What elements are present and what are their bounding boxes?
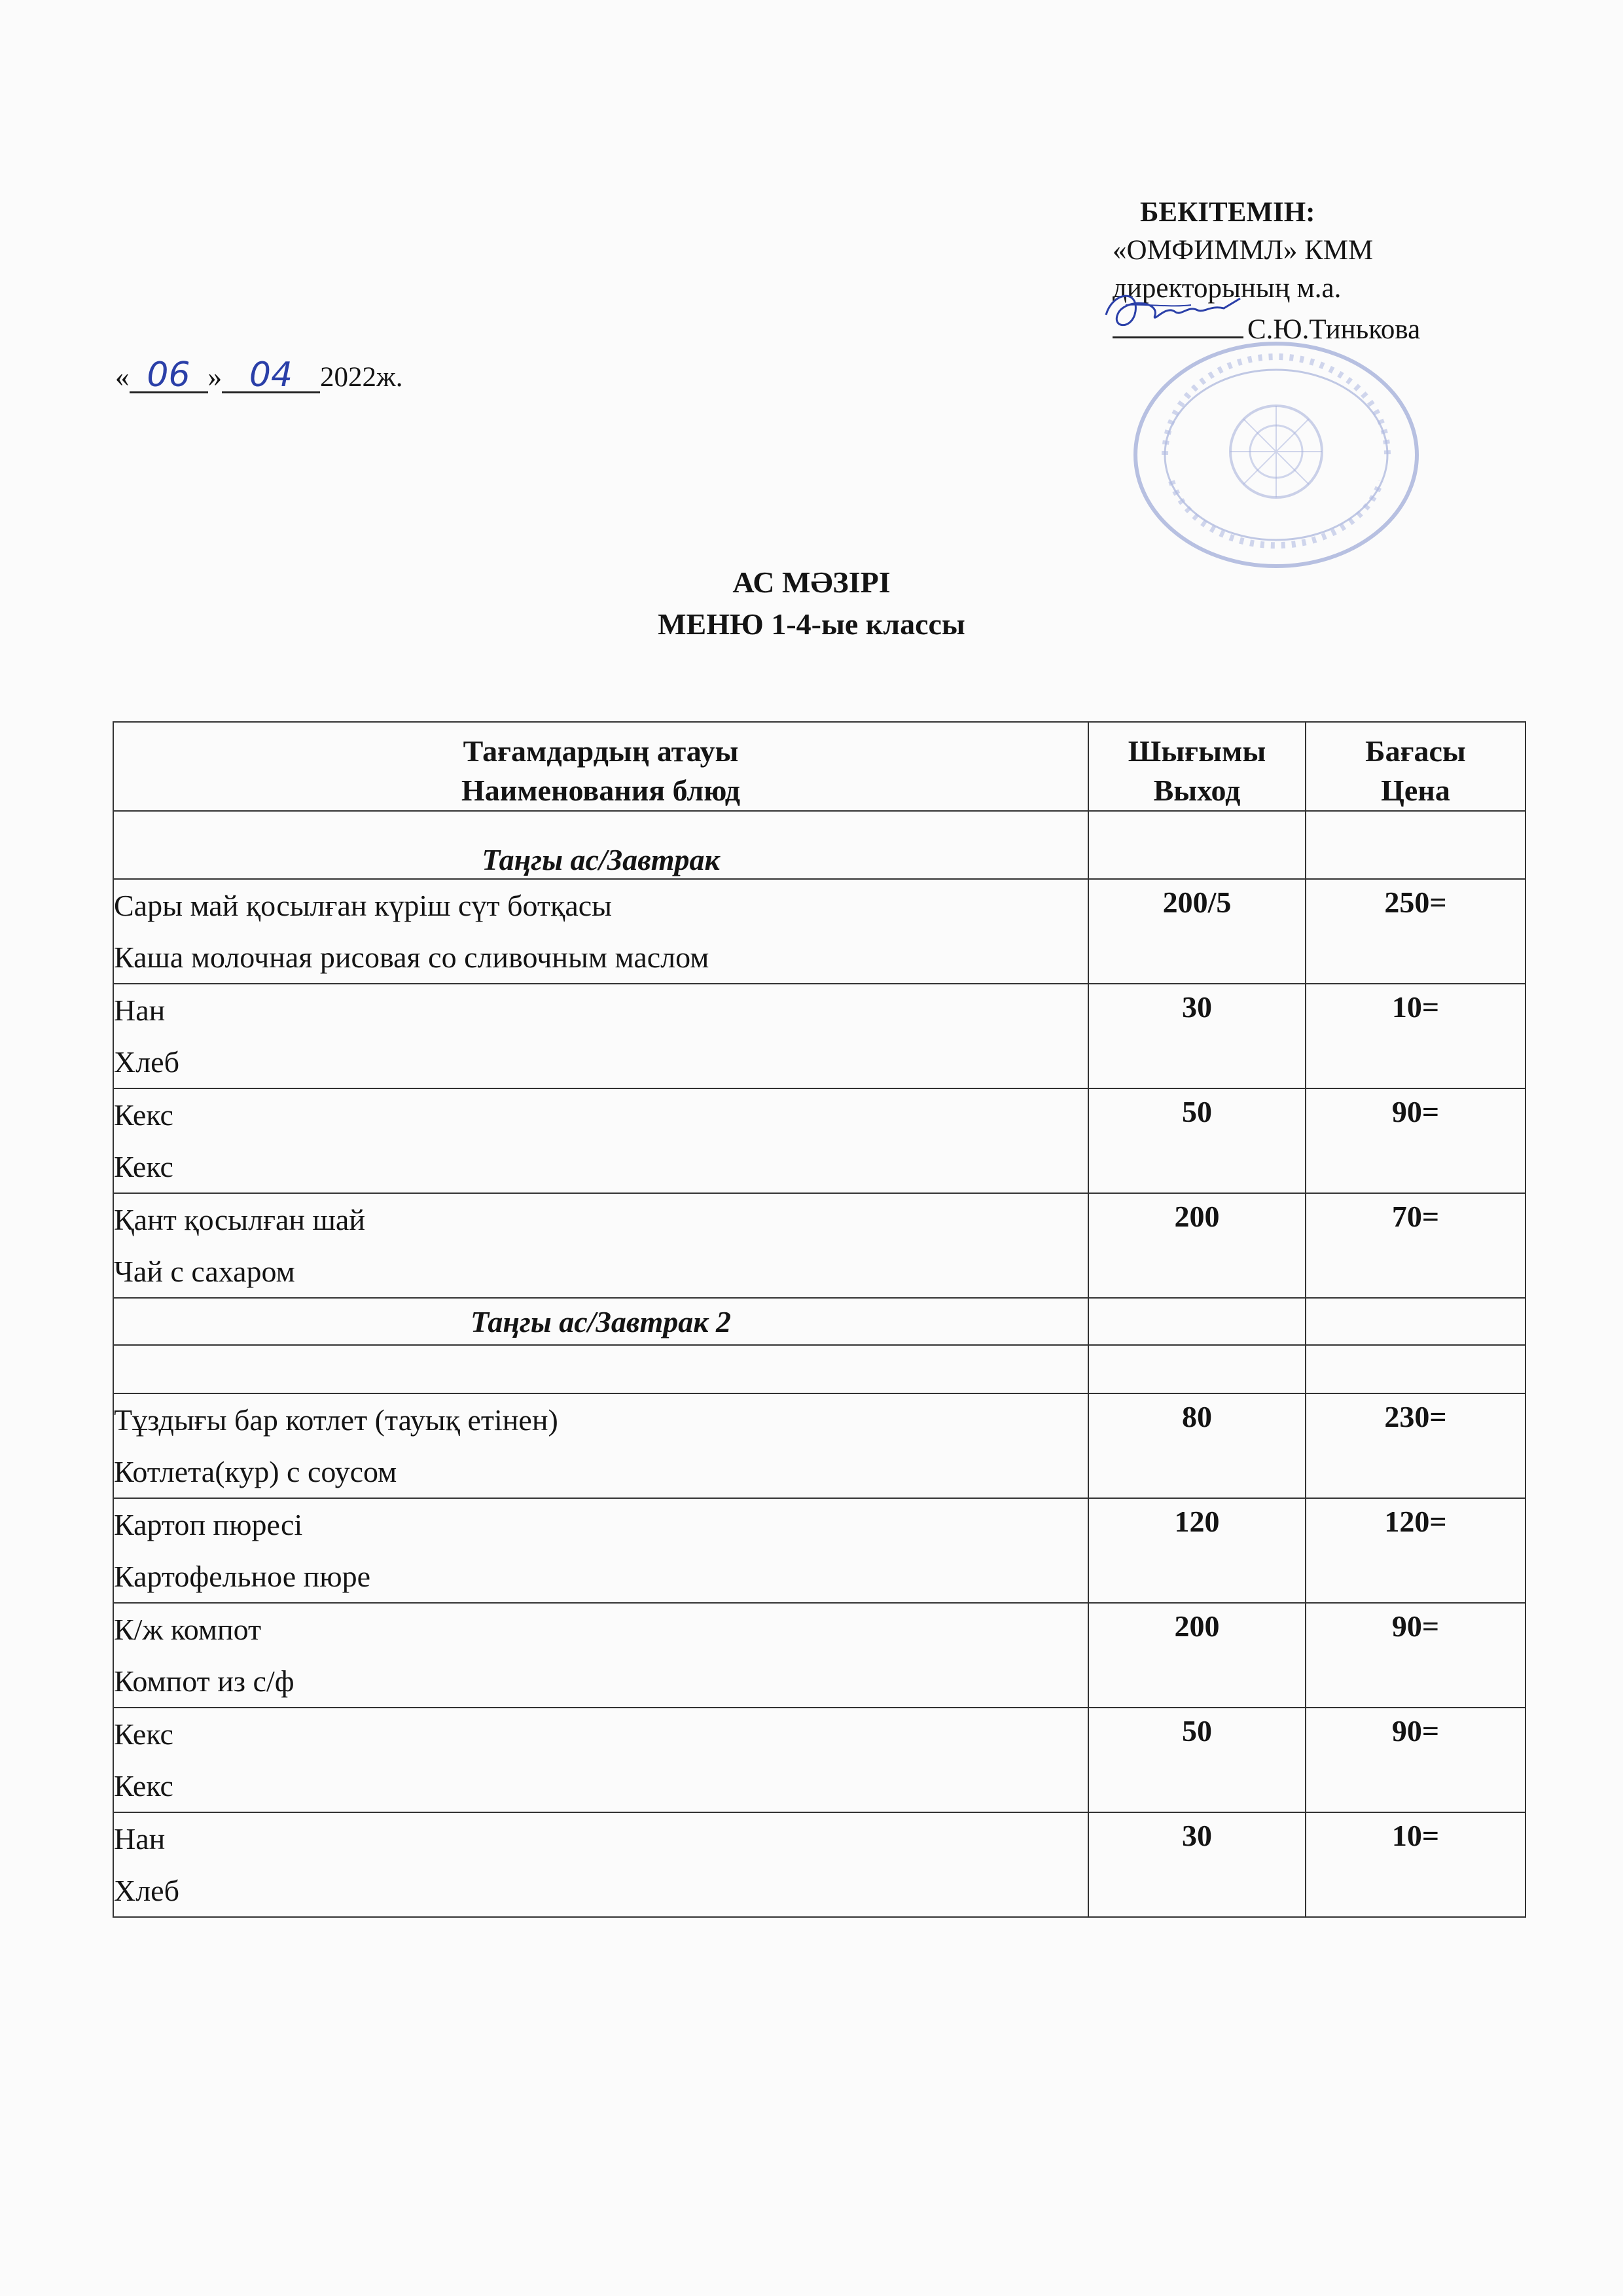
dish-name-ru: Хлеб [114,1045,179,1079]
dish-output: 200 [1088,1603,1306,1708]
dish-name-ru: Компот из с/ф [114,1664,294,1698]
header-price-kz: Бағасы [1365,734,1466,768]
approval-heading: БЕКІТЕМІН: [1140,197,1315,228]
dish-name-kz: Нан [114,994,166,1027]
dish-price: 120= [1306,1498,1525,1603]
empty-cell [1088,1298,1306,1345]
date-open-quote: « [115,362,130,393]
dish-name-kz: Сары май қосылған күріш сүт ботқасы [114,889,613,922]
table-row [113,984,1525,1088]
table-row [113,879,1525,984]
table-row [113,1708,1525,1812]
page-title [0,562,1623,645]
dish-name-kz: Картоп пюресі [114,1508,303,1541]
dish-name-kz: Қант қосылған шай [114,1203,365,1236]
dish-price: 230= [1306,1393,1525,1498]
dish-output: 120 [1088,1498,1306,1603]
header-name-ru: Наименования блюд [461,774,741,807]
blank-row [113,1345,1525,1393]
dish-name-ru: Картофельное пюре [114,1560,371,1593]
table-row [113,1812,1525,1917]
table-header-row [113,722,1525,811]
dish-name [113,1603,1088,1708]
table-row [113,1603,1525,1708]
dish-price: 90= [1306,1088,1525,1193]
header-price [1306,722,1525,811]
dish-name [113,1088,1088,1193]
empty-cell [1306,811,1525,879]
table-row [113,1393,1525,1498]
dish-output: 50 [1088,1088,1306,1193]
approval-block [1113,194,1420,349]
signature-icon [1099,285,1250,338]
empty-cell [1306,1345,1525,1393]
dish-name-ru: Каша молочная рисовая со сливочным маслом [114,941,709,974]
title-ru: МЕНЮ 1-4-ые классы [658,607,965,641]
dish-name-kz: Кекс [114,1098,173,1132]
empty-cell [1088,1345,1306,1393]
dish-output: 50 [1088,1708,1306,1812]
date-year: 2022ж. [320,362,403,393]
dish-output: 30 [1088,984,1306,1088]
document-date [115,355,403,395]
dish-name-ru: Котлета(кур) с соусом [114,1455,397,1488]
header-name [113,722,1088,811]
section-label: Таңгы ас/Завтрак [113,811,1088,879]
section-label: Таңгы ас/Завтрак 2 [113,1298,1088,1345]
official-stamp-icon [1119,331,1433,573]
dish-output: 200/5 [1088,879,1306,984]
dish-name-ru: Кекс [114,1769,173,1803]
dish-price: 250= [1306,879,1525,984]
dish-price: 10= [1306,984,1525,1088]
date-month: 04 [222,359,320,393]
header-name-kz: Тағамдардың атауы [463,734,739,768]
dish-name [113,984,1088,1088]
dish-price: 90= [1306,1708,1525,1812]
title-kz: АС МӘЗІРІ [732,565,891,599]
dish-name-ru: Чай с сахаром [114,1255,295,1288]
dish-output: 80 [1088,1393,1306,1498]
approval-position: директорының м.а. [1113,273,1342,304]
table-row [113,1193,1525,1298]
dish-name [113,1498,1088,1603]
dish-output: 200 [1088,1193,1306,1298]
empty-cell [1088,811,1306,879]
header-price-ru: Цена [1381,774,1450,807]
dish-name [113,1393,1088,1498]
table-row [113,1498,1525,1603]
table-row [113,1088,1525,1193]
menu-table [113,721,1526,1918]
dish-name-ru: Кекс [114,1150,173,1183]
dish-name [113,879,1088,984]
dish-price: 10= [1306,1812,1525,1917]
header-output [1088,722,1306,811]
header-output-kz: Шығымы [1128,734,1266,768]
empty-cell [1306,1298,1525,1345]
approval-organization: «ОМФИММЛ» КММ [1113,235,1374,266]
dish-name-kz: Нан [114,1822,166,1856]
approval-name: С.Ю.Тинькова [1247,314,1421,345]
dish-name [113,1193,1088,1298]
dish-name-kz: Тұздығы бар котлет (тауық етінен) [114,1403,558,1437]
section-row [113,811,1525,879]
date-close-quote: » [207,362,222,393]
dish-name-kz: Кекс [114,1717,173,1751]
section-row [113,1298,1525,1345]
dish-price: 70= [1306,1193,1525,1298]
dish-name-kz: К/ж компот [114,1613,262,1646]
date-day: 06 [130,359,208,393]
dish-name [113,1708,1088,1812]
dish-price: 90= [1306,1603,1525,1708]
dish-name [113,1812,1088,1917]
empty-cell [113,1345,1088,1393]
dish-output: 30 [1088,1812,1306,1917]
header-output-ru: Выход [1153,774,1241,807]
dish-name-ru: Хлеб [114,1874,179,1907]
